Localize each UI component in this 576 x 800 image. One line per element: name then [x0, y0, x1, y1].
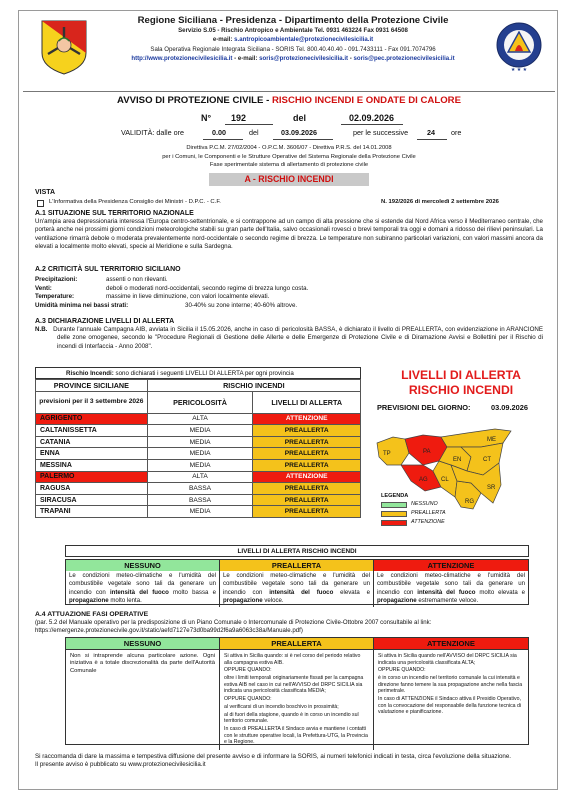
- desc-bold: intensità del fuoco: [417, 588, 476, 596]
- regione-siciliana-logo-icon: [39, 19, 89, 75]
- desc-header: ATTENZIONE: [374, 560, 528, 571]
- avviso-n-label: N°: [201, 113, 212, 123]
- legend-item-nessuno: [381, 501, 481, 510]
- th-pericolosita: PERICOLOSITÀ: [147, 391, 253, 413]
- fasi-col-attenzione: [374, 638, 528, 750]
- legend-swatch: [381, 520, 407, 526]
- province-name: CATANIA: [36, 436, 148, 448]
- map-label-ag: AG: [419, 477, 428, 483]
- fasi-paragraph: al verificarsi di un incendio boschivo in prossimità;: [224, 704, 339, 711]
- map-label-tp: TP: [383, 451, 391, 457]
- header-email-line: [97, 35, 489, 44]
- a2-row-venti: [35, 285, 543, 294]
- section-a-band: A - RISCHIO INCENDI: [209, 173, 369, 186]
- header-title: Regione Siciliana - Presidenza - Dipartimento della Protezione Civile: [137, 15, 449, 26]
- header-links-line: [97, 54, 489, 63]
- vista-heading-text: VISTA: [35, 189, 56, 196]
- links-sep: -: [348, 55, 354, 63]
- map-label-ct: CT: [483, 457, 491, 463]
- a2-key: Umidità minima nei bassi strati:: [35, 301, 129, 309]
- a2-heading: A.2 CRITICITÀ SUL TERRITORIO SICILIANO: [35, 266, 181, 273]
- province-name: TRAPANI: [36, 506, 148, 518]
- a2-value: assenti o non rilevanti.: [106, 276, 168, 284]
- fasi-header: NESSUNO: [66, 638, 219, 650]
- direttiva-line-2: per i Comuni, le Componenti e le Strutture Operative del Sistema Regionale della Protezione Civile: [162, 153, 416, 160]
- a2-value: 30-40% su zone interne; 40-60% altrove.: [185, 301, 298, 309]
- fasi-header: ATTENZIONE: [374, 638, 528, 650]
- legend-item-attenzione: [381, 519, 481, 528]
- legend-label: ATTENZIONE: [411, 519, 445, 525]
- th-province: PROVINCE SICILIANE: [36, 380, 148, 392]
- desc-col-nessuno: [66, 560, 220, 607]
- th-livelli: LIVELLI DI ALLERTA: [253, 391, 361, 413]
- legend-item-preallerta: [381, 510, 481, 519]
- document-footer: [35, 753, 543, 770]
- province-table-block: [35, 367, 361, 541]
- province-table-body: [36, 413, 361, 517]
- province-pericolosita: ALTA: [147, 471, 253, 483]
- a4-text: (par. 5.2 del Manuale operativo per la predisposizione di un Piano Comunale o Intercomunale di Protezione Civile-Ottobre 2007 consultabile al link:: [35, 619, 432, 627]
- links-mid: - e-mail:: [232, 55, 260, 63]
- fasi-paragraph: In caso di ATTENZIONE il Sindaco attiva il Presidio Operativo, con la convocazione del responsabile della funzione tecnica di valutazione e pianificazione.: [378, 696, 522, 716]
- fasi-paragraph: è in corso un incendio nel territorio comunale la cui intensità e direzione fanno temere la sua propagazione anche nella fascia perimetrale.: [378, 675, 523, 695]
- desc-text: veloce.: [262, 597, 284, 605]
- vista-ref: N. 192/2026 di mercoledì 2 settembre 2026: [381, 199, 499, 205]
- a2-key: Venti:: [35, 284, 52, 292]
- avviso-title-row: [19, 95, 559, 106]
- validita-successive: per le successive: [353, 128, 409, 137]
- legend-label: PREALLERTA: [411, 510, 446, 516]
- desc-text: Le condizioni meteo-climatiche e l'umidità del combustibile vegetale sono tali da generare un incendio con: [69, 572, 216, 596]
- direttiva-line-1: Direttiva P.C.M. 27/02/2004 - O.P.C.M. 3606/07 - Direttiva P.R.S. del 14.01.2008: [186, 145, 392, 151]
- legend-title: LEGENDA: [381, 493, 409, 499]
- hours-underline: [417, 139, 447, 140]
- avviso-title: [19, 95, 559, 106]
- previsioni-date: 03.09.2026: [491, 403, 528, 412]
- province-row: [36, 425, 361, 437]
- a3-nb-label: N.B.: [35, 326, 48, 334]
- caption-bold: Rischio Incendi:: [66, 370, 114, 377]
- province-name: ENNA: [36, 448, 148, 460]
- map-label-en: EN: [453, 457, 462, 463]
- map-region-tp: [377, 437, 409, 465]
- province-livello: PREALLERTA: [253, 425, 361, 437]
- footer-line-1: Si raccomanda di dare la massima e tempestiva diffusione del presente avviso e di informare la SORIS, ai numeri telefonici indicati in testa, circa l'evoluzione della situazione.: [35, 753, 512, 760]
- province-name: RAGUSA: [36, 483, 148, 495]
- province-row: [36, 506, 361, 518]
- province-pericolosita: MEDIA: [147, 459, 253, 471]
- province-row: [36, 448, 361, 460]
- desc-bold: propagazione: [223, 597, 263, 605]
- fasi-paragraph: Si attiva in Sicilia quando nell'AVVISO del DRPC SICILIA sia indicata una pericolosità classificata ALTA;: [378, 653, 517, 666]
- vista-heading: [35, 189, 543, 197]
- province-row: [36, 413, 361, 425]
- desc-text: molto elevata e: [475, 588, 525, 596]
- previsioni-label: PREVISIONI DEL GIORNO:: [377, 403, 471, 412]
- fasi-body: [66, 650, 219, 680]
- province-row: [36, 436, 361, 448]
- desc-text: molto lenta.: [108, 597, 142, 605]
- province-name: PALERMO: [36, 471, 148, 483]
- validita-ore: ore: [451, 128, 462, 137]
- a2-row-umidita: [35, 302, 543, 311]
- date-underline: [341, 124, 403, 125]
- validita-del: del: [249, 128, 259, 137]
- province-livello: ATTENZIONE: [253, 413, 361, 425]
- livelli-panel-title: [373, 368, 549, 398]
- a3-nb-text: Durante l'annuale Campagna AIB, avviata in Sicilia il 15.05.2026, anche in caso di pericolosità BASSA, è dichiarato il livello di PREALLERTA, con evidenziazione in ARANCIONE delle zone omogenee, secondo le "Procedure Regionali di Gestione delle Allerte e delle Emergenze di Protezione Civile e di Diramazione Avvisi e Bollettini per il Rischio di incendi di Interfaccia - Anno 2008".: [53, 326, 543, 350]
- desc-header: PREALLERTA: [220, 560, 373, 571]
- province-table-head-1: [36, 380, 361, 392]
- email-prefix: e-mail:: [212, 36, 235, 44]
- section-a2: [35, 266, 543, 311]
- fasi-paragraph: In caso di PREALLERTA il Sindaco avvia e mantiene i contatti con le strutture operative locali, la Prefettura-UTG, la Provincia e la Regione.: [224, 726, 368, 746]
- th-previsioni: previsioni per il 3 settembre 2026: [36, 391, 148, 413]
- fasi-header: PREALLERTA: [220, 638, 373, 650]
- province-row: [36, 471, 361, 483]
- fasi-col-nessuno: [66, 638, 220, 750]
- fasi-paragraph: Si attiva in Sicilia quando: si è nel corso del periodo relativo alla campagna estiva AIB.: [224, 653, 361, 666]
- desc-text: estremamente veloce.: [416, 597, 479, 605]
- a1-text: Un'ampia area depressionaria interessa l'Europa centro-settentrionale, e si contrappone ad un campo di alta pressione che si estende dal Nord Africa verso il Mediterraneo centrale, che porterà anche nei prossimi giorni condizioni meteorologiche stabili su gran parte dell'Italia, salvo occasionali rovesci o brevi temporali tra oggi e domani a ridosso dei rilievi peninsulari. La ventilazione rimarrà debole o moderata prevalentemente nord-occidentale o secondo regime di brezza. Le temperature non subiranno particolari variazioni, con valori massimi ancora da elevati a localmente molto elevati, specie al Meridione e sulla Sardegna.: [35, 218, 543, 250]
- desc-header: NESSUNO: [66, 560, 219, 571]
- vista-text: L'Informativa della Presidenza Consiglio dei Ministri - D.P.C. - C.F.: [49, 199, 221, 205]
- desc-body: [220, 571, 373, 607]
- province-table-head-2: [36, 391, 361, 413]
- th-rischio: RISCHIO INCENDI: [147, 380, 360, 392]
- avviso-title-prefix: AVVISO DI PROTEZIONE CIVILE -: [117, 95, 272, 106]
- legend-swatch: [381, 511, 407, 517]
- fasi-body: [374, 650, 528, 720]
- desc-text: Le condizioni meteo-climatiche e l'umidità del combustibile vegetale sono tali da generare un incendio con: [377, 572, 525, 596]
- desc-table: [65, 559, 529, 605]
- desc-col-attenzione: [374, 560, 528, 607]
- province-pericolosita: MEDIA: [147, 436, 253, 448]
- province-livello: PREALLERTA: [253, 436, 361, 448]
- map-label-me: ME: [487, 437, 496, 443]
- protezione-civile-logo-icon: [495, 21, 543, 73]
- province-name: AGRIGENTO: [36, 413, 148, 425]
- livelli-title-2: RISCHIO INCENDI: [408, 383, 514, 397]
- desc-body: [374, 571, 528, 607]
- map-legend: [381, 493, 481, 528]
- a2-value: deboli o moderati nord-occidentali, secondo regime di brezza lungo costa.: [106, 284, 309, 292]
- desc-bold: intensità del fuoco: [109, 588, 169, 596]
- province-row: [36, 494, 361, 506]
- province-pericolosita: ALTA: [147, 413, 253, 425]
- fasi-paragraph: oltre i limiti temporali originariamente fissati per la campagna estiva AIB nel caso in cui nell'AVVISO del DRPC SICILIA sia indicata una pericolosità classificata MEDIA;: [224, 675, 364, 695]
- desc-text: elevata e: [333, 588, 370, 596]
- avviso-n-value: 192: [231, 113, 247, 123]
- province-pericolosita: MEDIA: [147, 506, 253, 518]
- footer-line-2: Il presente avviso è pubblicato su www.protezionecivilesicilia.it: [35, 761, 206, 769]
- province-name: MESSINA: [36, 459, 148, 471]
- document-header: [19, 11, 559, 93]
- fasi-text: Non si intraprende alcuna particolare azione. Ogni iniziativa è a totale discrezionalità da parte dell'Autorità Comunale: [70, 653, 215, 674]
- province-livello: ATTENZIONE: [253, 471, 361, 483]
- section-a1: [35, 210, 543, 251]
- header-soris-line: Sala Operativa Regionale Integrata Siciliana - SORIS Tel. 800.40.40.40 - 091.7433111 - Fax 091.7074796: [150, 45, 436, 53]
- province-pericolosita: BASSA: [147, 483, 253, 495]
- province-table-caption: [35, 367, 361, 379]
- hour-underline: [203, 139, 243, 140]
- fasi-paragraph: OPPURE QUANDO:: [378, 667, 426, 674]
- desc-table-caption: LIVELLI DI ALLERTA RISCHIO INCENDI: [65, 545, 529, 557]
- validita-label: VALIDITÀ: dalle ore: [121, 128, 184, 137]
- province-pericolosita: BASSA: [147, 494, 253, 506]
- from-date-underline: [273, 139, 333, 140]
- a3-nb: [35, 326, 543, 351]
- a2-key: Temperature:: [35, 293, 75, 301]
- soris-email-link[interactable]: soris@protezionecivilesicilia.it: [259, 55, 349, 63]
- a2-row-temperature: [35, 293, 543, 302]
- fasi-operative-table: [65, 637, 529, 745]
- header-service-line: Servizio S.05 - Rischio Antropico e Ambientale Tel. 0931 463224 Fax 0931 64508: [178, 27, 408, 34]
- desc-bold: propagazione: [69, 597, 109, 605]
- fasi-paragraph: OPPURE QUANDO:: [224, 696, 272, 703]
- province-name: CALTANISSETTA: [36, 425, 148, 437]
- direttiva-line-3: Fase sperimentale sistema di allertamento di protezione civile: [209, 162, 369, 169]
- province-livello: PREALLERTA: [253, 506, 361, 518]
- fasi-col-preallerta: [220, 638, 374, 750]
- map-label-rg: RG: [465, 499, 474, 505]
- province-livello: PREALLERTA: [253, 483, 361, 495]
- a2-key: Precipitazioni:: [35, 276, 78, 284]
- vista-row: [35, 199, 543, 209]
- avviso-date: 02.09.2026: [349, 113, 395, 123]
- livelli-title-1: LIVELLI DI ALLERTA: [401, 368, 521, 382]
- svg-text:★ ★ ★: ★ ★ ★: [510, 67, 528, 73]
- validita-from-hour: 0.00: [212, 128, 226, 137]
- desc-text: Le condizioni meteo-climatiche e l'umidità del combustibile vegetale sono tali da generare un incendio con: [223, 572, 370, 596]
- validita-hours: 24: [427, 128, 435, 137]
- fasi-paragraph: al di fuori della stagione, quando è in corso un incendio sul territorio comunale.: [224, 711, 359, 725]
- province-livello: PREALLERTA: [253, 459, 361, 471]
- province-row: [36, 483, 361, 495]
- n-underline: [225, 124, 273, 125]
- legend-swatch: [381, 502, 407, 508]
- section-a3: [35, 318, 543, 351]
- avviso-title-risk: RISCHIO INCENDI E ONDATE DI CALORE: [271, 95, 461, 106]
- a2-row-precipitazioni: [35, 276, 543, 285]
- a2-value: massime in lieve diminuzione, con valori localmente elevati.: [106, 293, 270, 301]
- fasi-body: [220, 650, 373, 750]
- province-name: SIRACUSA: [36, 494, 148, 506]
- desc-col-preallerta: [220, 560, 374, 607]
- fasi-paragraph: OPPURE QUANDO:: [224, 667, 272, 674]
- section-a4: [35, 611, 543, 636]
- desc-bold: propagazione: [377, 597, 417, 605]
- avviso-number-row: [19, 113, 559, 125]
- a3-heading: A.3 DICHIARAZIONE LIVELLI DI ALLERTA: [35, 318, 175, 325]
- pec-email-link[interactable]: soris@pec.protezionecivilesicilia.it: [353, 55, 455, 63]
- header-rule: [23, 91, 555, 92]
- province-pericolosita: MEDIA: [147, 448, 253, 460]
- province-row: [36, 459, 361, 471]
- document-sheet: [18, 10, 558, 790]
- province-livello: PREALLERTA: [253, 494, 361, 506]
- province-pericolosita: MEDIA: [147, 425, 253, 437]
- site-link[interactable]: http://www.protezionecivilesicilia.it: [131, 55, 233, 63]
- desc-bold: intensità del fuoco: [269, 588, 334, 596]
- validita-from-date: 03.09.2026: [281, 128, 317, 137]
- service-email-link[interactable]: s.antropicoambientale@protezionecivilesicilia.it: [234, 36, 374, 44]
- caption-text: sono dichiarati i seguenti LIVELLI DI ALLERTA per ogni provincia: [113, 370, 294, 377]
- avviso-del-label: del: [293, 113, 307, 123]
- direttiva-block: [19, 144, 559, 170]
- map-label-sr: SR: [487, 485, 496, 491]
- map-label-cl: CL: [441, 477, 449, 483]
- desc-text: molto bassa e: [168, 588, 216, 596]
- legend-label: NESSUNO: [411, 501, 438, 507]
- desc-body: [66, 571, 219, 607]
- map-label-pa: PA: [423, 449, 431, 455]
- a1-heading: A.1 SITUAZIONE SUL TERRITORIO NAZIONALE: [35, 210, 194, 217]
- vista-checkbox: [37, 200, 44, 207]
- a4-manual-link[interactable]: https://emergenze.protezionecivile.gov.it/static/aefd7127e73d0ba99d2f6a9a6063c38a/Manuale.pdf): [35, 627, 303, 635]
- header-text: [97, 15, 489, 64]
- province-table: [35, 379, 361, 518]
- province-livello: PREALLERTA: [253, 448, 361, 460]
- a4-heading: A.4 ATTUAZIONE FASI OPERATIVE: [35, 611, 149, 618]
